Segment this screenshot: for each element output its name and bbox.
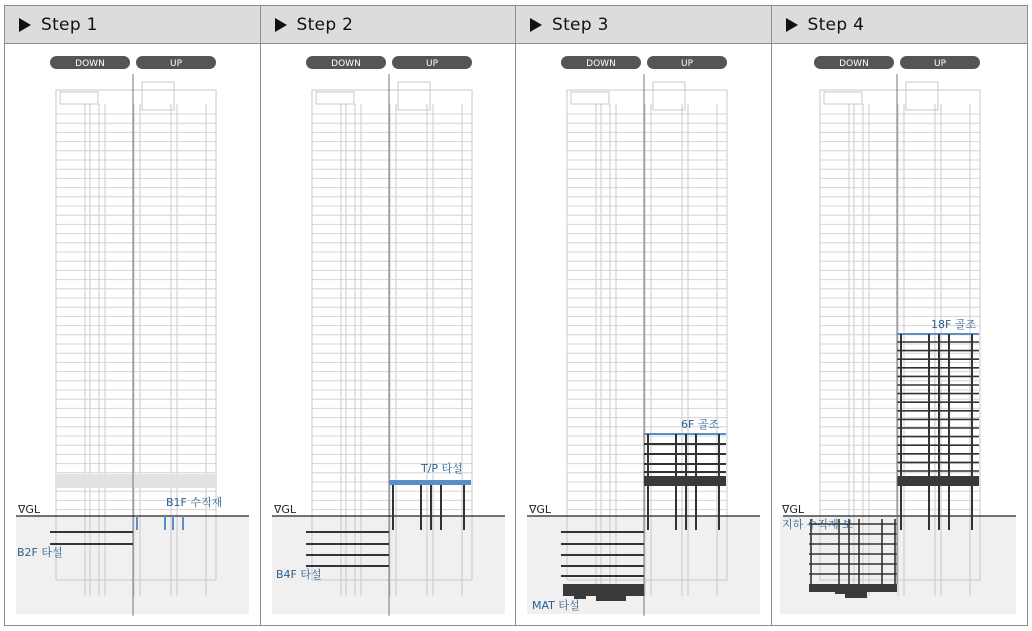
tower-floors (312, 114, 472, 510)
mat-annotation: MAT 타설 (532, 599, 580, 612)
play-triangle-icon (530, 18, 542, 32)
step-1-elevation (5, 44, 260, 626)
svg-text:DOWN: DOWN (586, 59, 616, 69)
step-title: Step 1 (41, 14, 98, 35)
gl-label: ∇GL (529, 503, 552, 516)
up-pill (900, 56, 980, 69)
down-pill (306, 56, 386, 69)
svg-text:DOWN: DOWN (75, 59, 105, 69)
svg-text:DOWN: DOWN (330, 59, 361, 69)
play-triangle-icon (275, 18, 287, 32)
up-pill (647, 56, 727, 69)
down-pill (814, 56, 894, 69)
gl-label: ∇GL (18, 503, 41, 516)
step-2-elevation (261, 44, 516, 626)
step-panel-3 (516, 6, 772, 625)
play-triangle-icon (19, 18, 31, 32)
gl-label: ∇GL (781, 503, 804, 516)
svg-text:UP: UP (425, 59, 438, 69)
construction-steps-grid (4, 5, 1028, 626)
step-header-1 (5, 6, 260, 44)
step-title: Step 2 (296, 14, 354, 35)
transfer-plate (56, 474, 216, 488)
step-panel-4 (772, 6, 1028, 625)
svg-text:UP: UP (169, 59, 183, 69)
up-pill (392, 56, 472, 69)
transfer-plate-built (897, 476, 979, 486)
step-panel-1 (5, 6, 261, 625)
down-pill (561, 56, 641, 69)
tower-floors (56, 114, 216, 510)
up-pill (136, 56, 216, 69)
step-3-elevation (516, 44, 771, 626)
tp-annotation: T/P 타설 (420, 462, 463, 475)
svg-text:DOWN: DOWN (838, 59, 869, 69)
step-panel-2 (261, 6, 517, 625)
step-title: Step 4 (807, 14, 865, 35)
b2f-annotation: B2F 타설 (17, 546, 63, 559)
step-header-4 (772, 6, 1028, 44)
b4f-annotation: B4F 타설 (275, 568, 322, 581)
6f-annotation: 6F 골조 (681, 418, 720, 431)
svg-text:UP: UP (933, 59, 946, 69)
step-header-3 (516, 6, 771, 44)
gl-label: ∇GL (273, 503, 296, 516)
step-title: Step 3 (552, 14, 609, 35)
play-triangle-icon (786, 18, 798, 32)
basement-annotation: 지하 수직재 보 (781, 518, 853, 531)
transfer-plate-poured (389, 480, 471, 485)
18f-annotation: 18F 골조 (930, 318, 976, 331)
transfer-plate-built (644, 476, 726, 486)
down-pill (50, 56, 130, 69)
svg-text:UP: UP (680, 59, 694, 69)
step-header-2 (261, 6, 516, 44)
b1f-annotation: B1F 수직재 (166, 496, 223, 509)
step-4-elevation (772, 44, 1027, 626)
